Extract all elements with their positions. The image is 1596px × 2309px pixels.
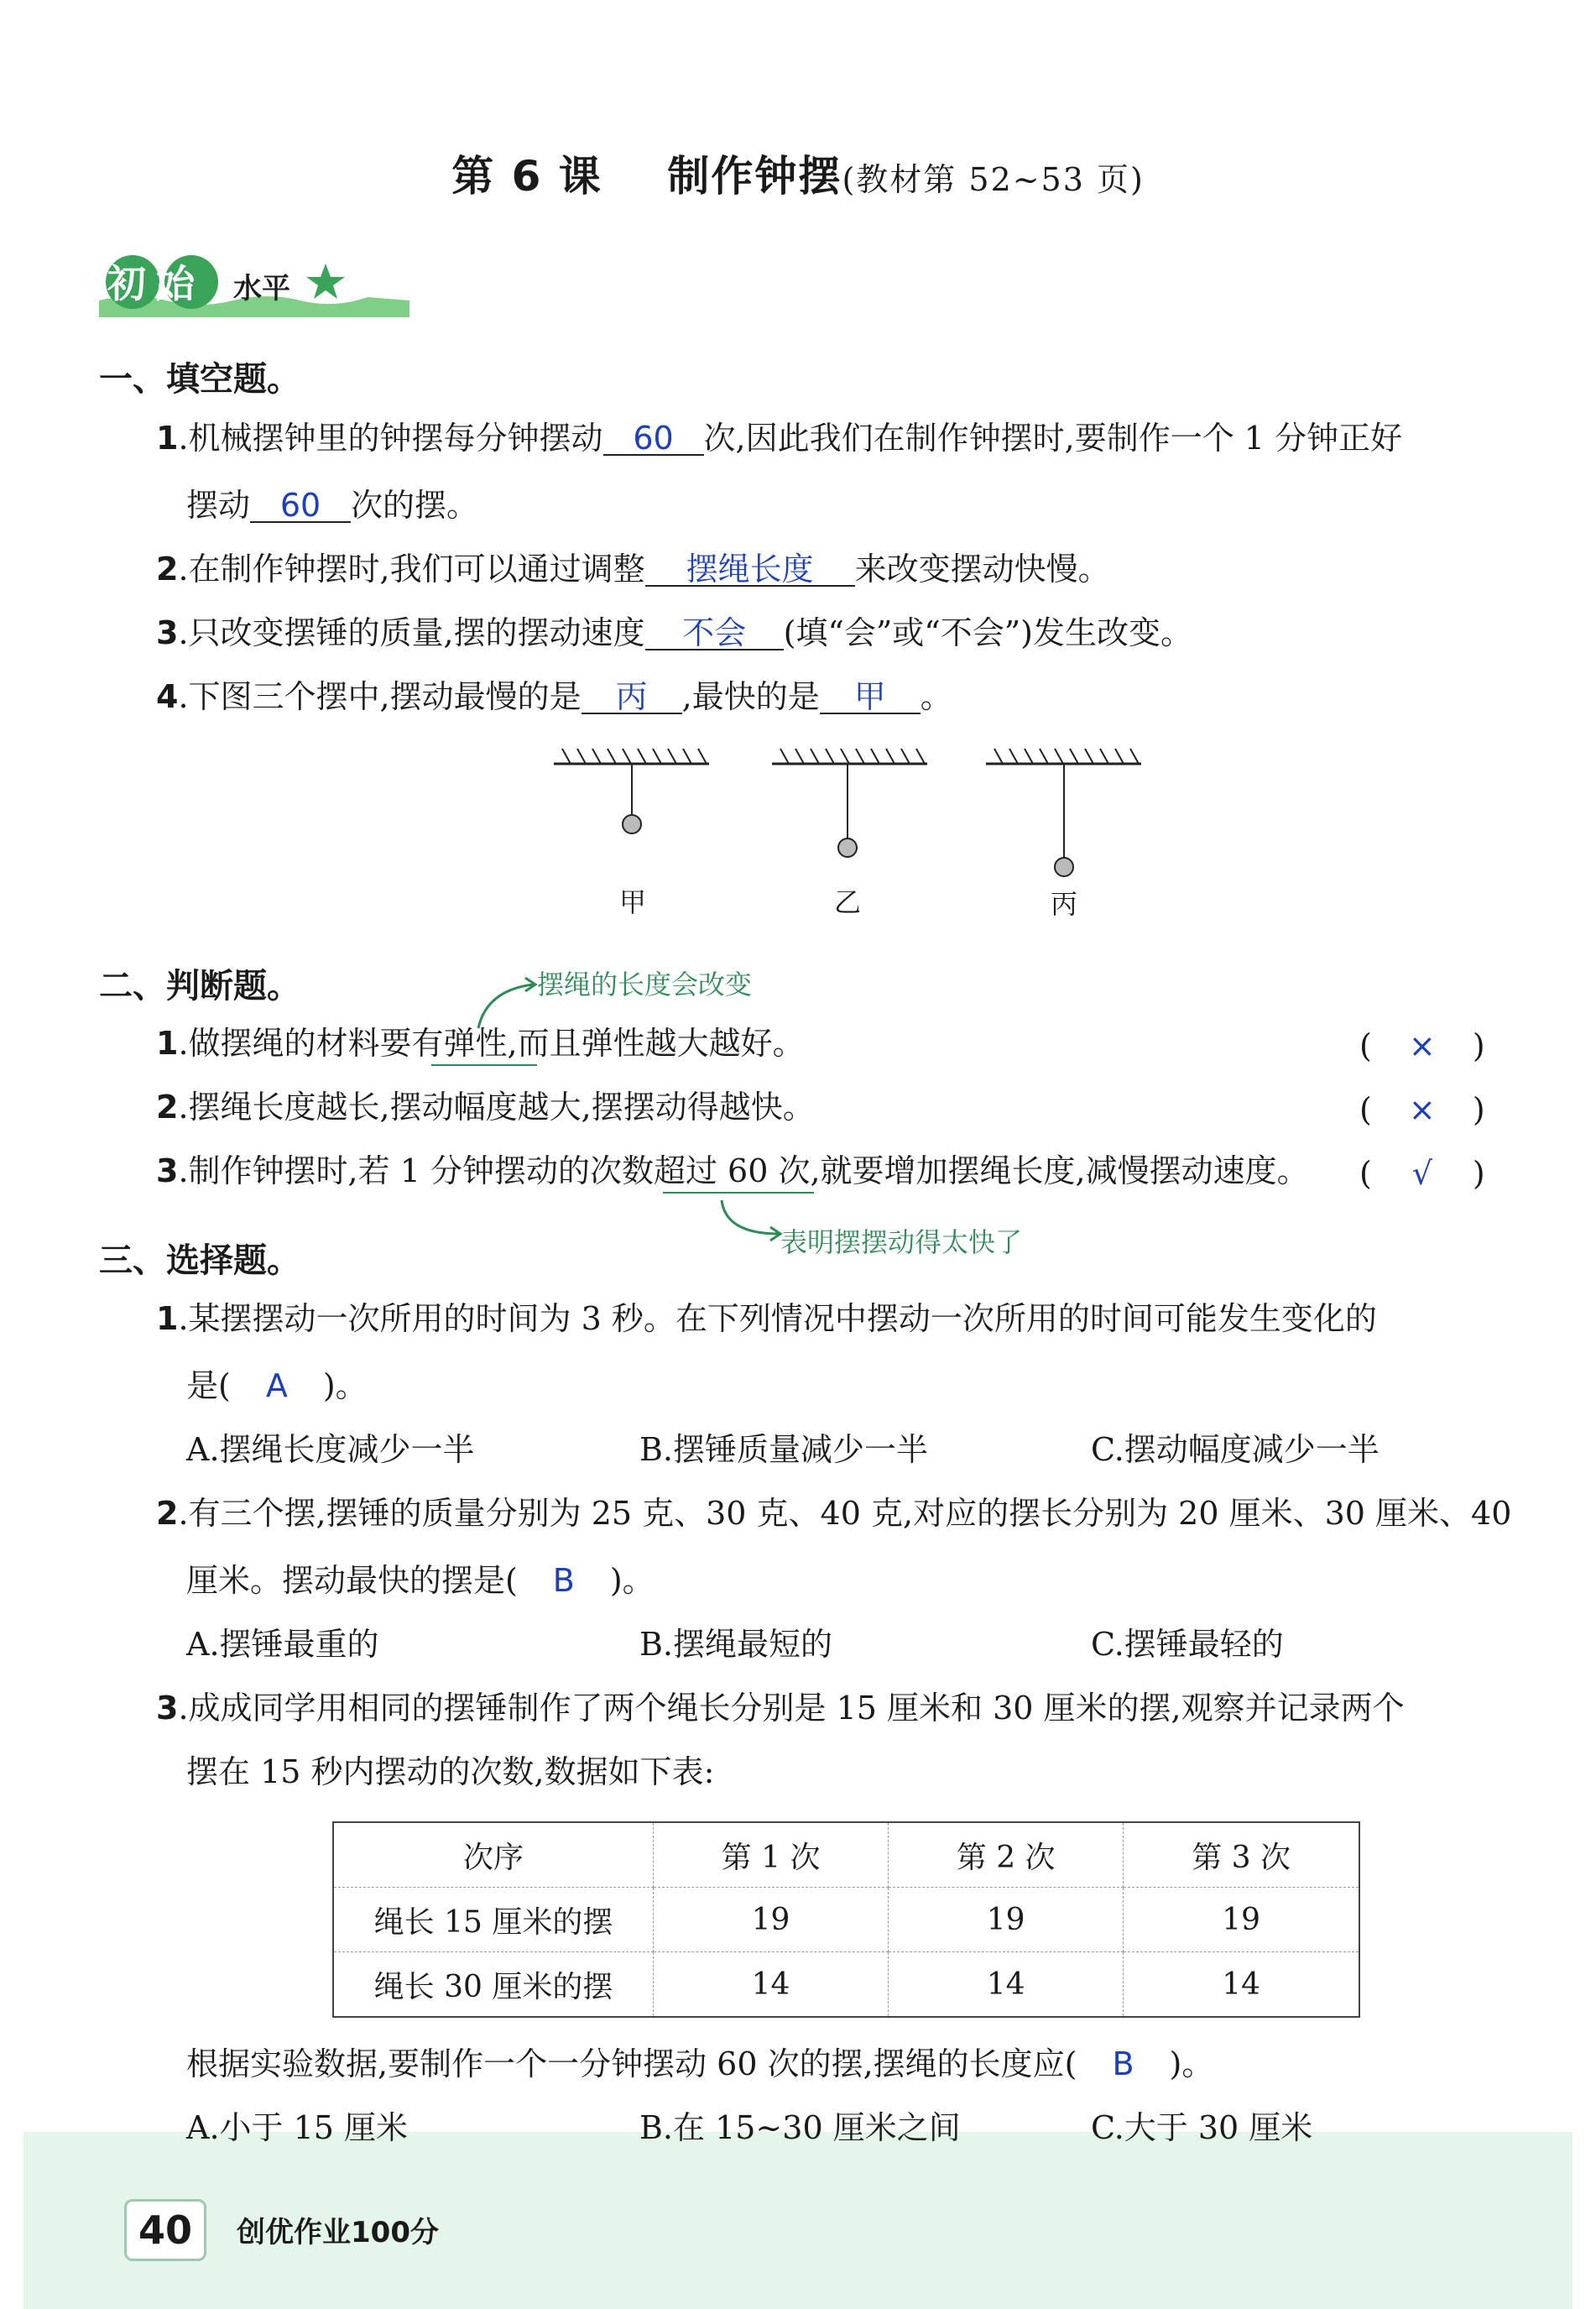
choice-option-a: A.摆锤最重的 [186,1626,379,1663]
question-number: 4 [156,678,179,715]
fill-question-3 [156,614,1192,651]
table-header-cell: 第 3 次 [1124,1822,1359,1888]
question-number: 3 [156,614,179,651]
level-badge [99,245,409,317]
pendulum-label-bing: 丙 [1051,888,1078,920]
choice-question-3-line3 [186,2045,1214,2082]
question-text: (填“会”或“不会”)发生改变。 [783,614,1192,651]
question-text: .下图三个摆中,摆动最慢的是 [178,678,582,715]
choice-option-b: B.摆锤质量减少一半 [639,1431,929,1468]
table-header-cell: 第 2 次 [889,1822,1124,1888]
judge-answer-2 [1359,1091,1502,1128]
question-text: 根据实验数据,要制作一个一分钟摆动 60 次的摆,摆绳的长度应( [186,2045,1077,2082]
judge-mark: × [1408,1027,1436,1064]
question-number: 3 [156,1690,179,1727]
answer-blank: 60 [603,422,704,456]
handwritten-note-bottom: 表明摆摆动得太快了 [780,1226,1023,1258]
pendulum-jia [554,749,709,833]
experiment-table [332,1821,1360,2018]
question-text: 次,因此我们在制作钟摆时,要制作一个 1 分钟正好 [703,420,1403,457]
question-text: 来改变摆动快慢。 [854,551,1110,588]
paren-open: ( [1359,1091,1372,1128]
table-cell: 14 [1124,1952,1359,2018]
book-title: 创优作业100分 [237,2216,439,2249]
paren-close: ) [1472,1027,1485,1064]
choice-option-b: B.摆绳最短的 [639,1626,833,1663]
question-text: 是( [186,1367,231,1404]
fill-question-1-line2 [186,489,478,523]
answer-blank: 甲 [820,681,921,714]
table-row [333,1952,1359,2018]
choice-option-a: A.摆绳长度减少一半 [186,1431,475,1468]
handwritten-note-top: 摆绳的长度会改变 [537,969,753,1000]
choice-option-b: B.在 15~30 厘米之间 [639,2109,961,2146]
question-text: .机械摆钟里的钟摆每分钟摆动 [178,420,603,457]
table-cell: 绳长 30 厘米的摆 [333,1952,654,2018]
answer-blank: 60 [250,489,351,523]
judge-item-2 [156,1089,815,1126]
question-text: 厘米。摆动最快的摆是( [186,1562,518,1599]
choice-question-3-line1 [156,1690,1405,1727]
answer-blank: 丙 [582,681,682,714]
lesson-title: 第 6 课 制作钟摆 [451,152,842,201]
paren-close: ) [1472,1155,1485,1192]
judge-answer-3 [1359,1155,1502,1192]
choice-answer: A [265,1367,288,1404]
fill-question-2 [156,553,1110,587]
answer-blank: 不会 [645,617,784,650]
fill-question-4 [156,678,952,715]
question-text: .成成同学用相同的摆锤制作了两个绳长分别是 15 厘米和 30 厘米的摆,观察并记录两个 [178,1690,1405,1727]
table-cell: 19 [889,1888,1124,1952]
question-text: .做摆绳的材料要有弹性,而且弹性越大越好。 [178,1025,805,1062]
table-cell: 14 [889,1952,1124,2018]
question-text: .制作钟摆时,若 1 分钟摆动的次数超过 60 次,就要增加摆绳长度,减慢摆动速度。 [178,1152,1309,1189]
table-row [333,1888,1359,1952]
fill-question-1-line1 [156,422,1402,456]
judge-mark: √ [1411,1155,1432,1192]
question-number: 1 [156,1025,179,1062]
question-text: 。 [920,678,952,715]
paren-close: ) [1472,1091,1485,1128]
choice-question-3-line2: 摆在 15 秒内摆动的次数,数据如下表: [186,1753,715,1790]
badge-level-text: 水平 [233,272,290,306]
badge-main-text: 初始 [107,261,205,306]
choice-option-a: A.小于 15 厘米 [186,2109,409,2146]
paren-open: ( [1359,1155,1372,1192]
answer-blank: 摆绳长度 [645,553,855,587]
note-underline [431,1064,537,1066]
pendulum-label-jia: 甲 [619,886,647,918]
choice-option-c: C.摆动幅度减少一半 [1091,1431,1380,1468]
pendulum-bing [986,749,1141,876]
choice-answer: B [1112,2045,1134,2082]
table-cell: 14 [654,1952,889,2018]
question-text: )。 [322,1367,368,1404]
question-text: ,最快的是 [681,678,820,715]
question-text: .在制作钟摆时,我们可以通过调整 [178,551,645,588]
page-number: 40 [124,2199,206,2261]
lesson-subtitle: (教材第 52~53 页) [842,161,1145,198]
question-text: .摆绳长度越长,摆动幅度越大,摆摆动得越快。 [178,1089,815,1126]
choice-question-2-line1 [156,1495,1512,1532]
judge-item-3 [156,1152,1309,1189]
table-header-cell: 第 1 次 [654,1822,889,1888]
choice-option-c: C.摆锤最轻的 [1091,1626,1284,1663]
question-number: 1 [156,420,179,457]
pendulum-label-yi: 乙 [834,886,862,918]
section-fill-blank-heading: 一、填空题。 [99,360,300,399]
paren-open: ( [1359,1027,1372,1064]
question-number: 2 [156,1495,179,1532]
question-text: .有三个摆,摆锤的质量分别为 25 克、30 克、40 克,对应的摆长分别为 20 厘米、30 厘米、40 [178,1495,1512,1532]
table-header-row [333,1822,1359,1888]
table-cell: 绳长 15 厘米的摆 [333,1888,654,1952]
section-judgement-heading: 二、判断题。 [99,967,300,1006]
note-arrow-icon [470,969,545,1032]
judge-answer-1 [1359,1027,1502,1064]
question-number: 2 [156,1089,179,1126]
judge-mark: × [1408,1091,1436,1128]
question-number: 3 [156,1152,179,1189]
choice-option-c: C.大于 30 厘米 [1091,2109,1313,2146]
question-text: .只改变摆锤的质量,摆的摆动速度 [178,614,645,651]
pendulum-yi [772,749,927,857]
choice-answer: B [552,1562,575,1599]
question-text: 次的摆。 [351,487,479,524]
choice-question-1-line2 [186,1367,368,1404]
section-choice-heading: 三、选择题。 [99,1241,300,1280]
question-text: .某摆摆动一次所用的时间为 3 秒。在下列情况中摆动一次所用的时间可能发生变化的 [178,1300,1377,1337]
question-text: 摆动 [186,487,251,524]
choice-question-1-line1 [156,1300,1377,1337]
question-text: )。 [609,1562,655,1599]
page-title [0,143,1596,203]
note-underline [663,1192,814,1194]
question-text: )。 [1169,2045,1214,2082]
question-number: 2 [156,551,179,588]
table-cell: 19 [1124,1888,1359,1952]
question-number: 1 [156,1300,179,1337]
table-cell: 19 [654,1888,889,1952]
choice-question-2-line2 [186,1562,655,1599]
judge-item-1 [156,1025,805,1062]
note-arrow-icon [713,1196,789,1246]
table-header-cell: 次序 [333,1822,654,1888]
